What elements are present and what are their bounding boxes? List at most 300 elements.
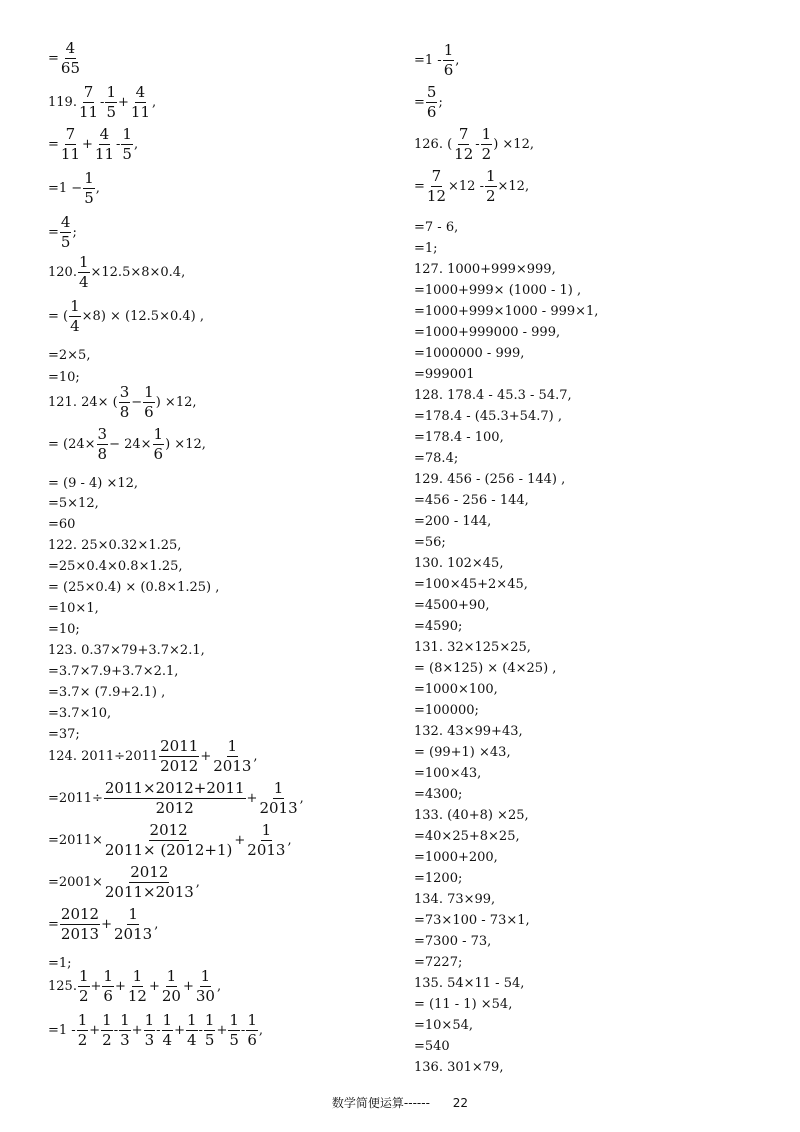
expr-text: − 24× — [109, 436, 152, 452]
expr-text: , — [253, 748, 258, 764]
fraction-denominator: 12 — [426, 187, 446, 205]
expr-text: 120. — [48, 264, 77, 280]
math-line — [48, 426, 206, 463]
math-line — [414, 1018, 473, 1034]
expr-text: 134. 73×99, — [414, 892, 496, 907]
fraction — [60, 40, 81, 77]
fraction-numerator: 1 — [247, 1011, 257, 1029]
expr-text: =10; — [48, 370, 80, 385]
fraction-numerator: 1 — [78, 967, 89, 985]
expr-text: , — [287, 832, 292, 848]
fraction-numerator: 4 — [65, 39, 76, 57]
fraction — [105, 84, 117, 121]
fraction-numerator: 4 — [135, 83, 146, 101]
expr-text: =56; — [414, 535, 446, 550]
expr-text: =78.4; — [414, 451, 459, 466]
math-line — [48, 738, 258, 775]
expr-text: 136. 301×79, — [414, 1060, 504, 1075]
fraction — [481, 126, 493, 163]
expr-text: =1 - — [414, 52, 442, 68]
math-line — [48, 298, 204, 335]
math-line — [414, 955, 462, 971]
math-line — [48, 384, 197, 421]
fraction-denominator: 6 — [247, 1031, 257, 1049]
expr-text: − — [131, 394, 143, 410]
math-line — [414, 913, 530, 929]
fraction — [101, 1012, 113, 1049]
expr-text: + — [234, 832, 246, 848]
math-line — [48, 538, 181, 554]
expr-text: ; — [72, 224, 77, 240]
fraction — [119, 1012, 131, 1049]
expr-text: , — [133, 136, 139, 152]
fraction-numerator: 1 — [103, 967, 113, 985]
math-line — [48, 214, 77, 251]
fraction-denominator: 4 — [78, 273, 89, 291]
fraction-numerator: 3 — [97, 425, 108, 443]
expr-text: =1 - — [48, 1022, 76, 1038]
fraction — [204, 1012, 216, 1049]
expr-text: =40×25+8×25, — [414, 829, 520, 844]
expr-text: =100×43, — [414, 766, 482, 781]
math-line — [414, 430, 504, 446]
fraction-numerator: 5 — [426, 83, 437, 101]
fraction-numerator: 1 — [70, 297, 80, 315]
math-line — [414, 682, 498, 698]
fraction-denominator: 4 — [70, 317, 80, 335]
fraction-numerator: 7 — [431, 167, 442, 185]
math-line — [414, 640, 531, 656]
fraction-numerator: 1 — [102, 1011, 112, 1029]
expr-text: , — [195, 874, 200, 890]
math-line — [48, 601, 99, 617]
fraction — [426, 84, 438, 121]
fraction-numerator: 4 — [99, 125, 110, 143]
fraction — [60, 214, 72, 251]
fraction-denominator: 4 — [186, 1031, 197, 1049]
expr-text: , — [455, 52, 460, 68]
expr-text: = — [48, 916, 59, 932]
expr-text: - — [113, 1022, 119, 1038]
fraction-denominator: 2012 — [155, 799, 194, 817]
expr-text: =7 - 6, — [414, 220, 459, 235]
fraction — [104, 780, 246, 817]
expr-text: , — [95, 180, 100, 196]
fraction-denominator: 2013 — [259, 799, 298, 817]
fraction-denominator: 2 — [78, 987, 89, 1005]
expr-text: ×12.5×8×0.4, — [90, 264, 186, 280]
expr-text: =100×45+2×45, — [414, 577, 528, 592]
expr-text: =2011× — [48, 832, 103, 848]
math-line — [414, 598, 490, 614]
fraction — [78, 84, 99, 121]
math-line — [48, 126, 138, 163]
math-line — [414, 787, 462, 803]
expr-text: - — [240, 1022, 246, 1038]
fraction-denominator: 11 — [78, 103, 99, 121]
fraction-numerator: 2012 — [130, 863, 169, 881]
expr-text: ) ×12, — [155, 394, 197, 410]
fraction — [69, 298, 81, 335]
math-line — [48, 906, 158, 943]
expr-text: =2×5, — [48, 348, 91, 363]
fraction-denominator: 12 — [127, 987, 147, 1005]
math-line — [48, 864, 200, 901]
fraction — [258, 780, 298, 817]
math-line — [414, 745, 511, 761]
fraction — [143, 384, 155, 421]
fraction-numerator: 1 — [144, 383, 154, 401]
expr-text: = — [414, 178, 425, 194]
expr-text: - — [156, 1022, 161, 1038]
expr-text: 129. 456 - (256 - 144) , — [414, 472, 566, 487]
math-line — [414, 892, 495, 908]
expr-text: ) ×12, — [493, 136, 534, 152]
fraction — [83, 170, 95, 207]
fraction-numerator: 1 — [120, 1011, 130, 1029]
fraction — [246, 1012, 258, 1049]
expr-text: , — [216, 978, 222, 994]
expr-text: =60 — [48, 517, 76, 532]
expr-text: =1 − — [48, 180, 83, 196]
math-line — [48, 84, 156, 121]
expr-text: =7300 - 73, — [414, 934, 492, 949]
expr-text: 123. 0.37×79+3.7×2.1, — [48, 643, 205, 658]
fraction-numerator: 1 — [166, 967, 177, 985]
fraction-denominator: 6 — [426, 103, 437, 121]
expr-text: =5×12, — [48, 496, 99, 511]
fraction-denominator: 2 — [77, 1031, 88, 1049]
fraction-numerator: 4 — [60, 213, 71, 231]
math-line — [414, 850, 498, 866]
fraction-numerator: 1 — [200, 967, 211, 985]
fraction-numerator: 2011×2012+2011 — [104, 779, 245, 797]
fraction-denominator: 8 — [119, 403, 130, 421]
expr-text: =1000000 - 999, — [414, 346, 525, 361]
math-line — [48, 348, 90, 364]
math-line — [414, 976, 524, 992]
fraction-denominator: 6 — [443, 61, 454, 79]
expr-text: =456 - 256 - 144, — [414, 493, 529, 508]
expr-text: - — [198, 1022, 203, 1038]
math-line — [414, 661, 556, 677]
fraction — [153, 426, 165, 463]
expr-text: =1000+999×1000 - 999×1, — [414, 304, 599, 319]
expr-text: ×12, — [497, 178, 530, 194]
expr-text: 121. 24× ( — [48, 394, 118, 410]
fraction-denominator: 11 — [60, 145, 80, 163]
math-line — [414, 703, 479, 719]
fraction-numerator: 2012 — [149, 821, 188, 839]
fraction-denominator: 3 — [120, 1031, 130, 1049]
fraction-numerator: 1 — [186, 1011, 197, 1029]
fraction-numerator: 2011 — [160, 737, 199, 755]
expr-text: =2011÷ — [48, 790, 103, 806]
fraction — [78, 968, 90, 1005]
fraction-denominator: 4 — [162, 1031, 173, 1049]
expr-text: + — [118, 94, 129, 110]
expr-text: =178.4 - 100, — [414, 430, 504, 445]
fraction-denominator: 2011× (2012+1) — [104, 841, 233, 859]
math-line — [48, 559, 183, 575]
fraction — [212, 738, 252, 775]
expr-text: =4500+90, — [414, 598, 490, 613]
expr-text: - — [475, 136, 480, 152]
fraction — [130, 84, 151, 121]
expr-text: =3.7× (7.9+2.1) , — [48, 685, 166, 700]
fraction — [78, 254, 90, 291]
math-line — [414, 325, 560, 341]
fraction-numerator: 1 — [443, 41, 454, 59]
expr-text: , — [154, 916, 159, 932]
fraction-denominator: 5 — [229, 1031, 239, 1049]
math-line — [48, 643, 205, 659]
math-line — [414, 766, 481, 782]
math-line — [414, 472, 565, 488]
expr-text: ; — [438, 94, 443, 110]
expr-text: =200 - 144, — [414, 514, 492, 529]
expr-text: + — [90, 978, 102, 994]
fraction — [97, 426, 109, 463]
expr-text: = — [48, 136, 59, 152]
fraction-denominator: 2 — [481, 145, 492, 163]
expr-text: =1; — [48, 956, 72, 971]
expr-text: =540 — [414, 1039, 450, 1054]
fraction — [144, 1012, 156, 1049]
fraction — [443, 42, 455, 79]
math-line — [48, 622, 80, 638]
math-line — [48, 822, 292, 859]
fraction-numerator: 1 — [273, 779, 284, 797]
expr-text: = (99+1) ×43, — [414, 745, 511, 760]
expr-text: = — [48, 50, 59, 66]
fraction-denominator: 65 — [60, 59, 80, 77]
fraction-denominator: 5 — [204, 1031, 215, 1049]
fraction-numerator: 1 — [481, 125, 492, 143]
expr-text: =73×100 - 73×1, — [414, 913, 530, 928]
fraction — [162, 1012, 174, 1049]
fraction-denominator: 2011×2013 — [104, 883, 194, 901]
math-line — [414, 84, 443, 121]
fraction-numerator: 1 — [78, 253, 89, 271]
fraction — [121, 126, 133, 163]
expr-text: , — [258, 1022, 264, 1038]
fraction — [186, 1012, 198, 1049]
fraction-denominator: 6 — [153, 445, 164, 463]
fraction — [485, 168, 497, 205]
fraction-denominator: 5 — [60, 233, 71, 251]
math-line — [414, 388, 572, 404]
math-line — [414, 829, 520, 845]
expr-text: 131. 32×125×25, — [414, 640, 531, 655]
expr-text: 130. 102×45, — [414, 556, 504, 571]
fraction — [102, 968, 114, 1005]
math-line — [48, 580, 219, 596]
expr-text: ) ×12, — [165, 436, 206, 452]
math-line — [414, 346, 524, 362]
math-line — [414, 871, 462, 887]
fraction-denominator: 30 — [195, 987, 215, 1005]
expr-text: 127. 1000+999×999, — [414, 262, 556, 277]
math-line — [414, 535, 446, 551]
fraction-numerator: 7 — [83, 83, 94, 101]
fraction — [104, 864, 195, 901]
math-line — [414, 367, 475, 383]
expr-text: 119. — [48, 94, 77, 110]
math-line — [414, 304, 598, 320]
expr-text: + — [131, 1022, 143, 1038]
math-line — [414, 283, 581, 299]
fraction — [246, 822, 286, 859]
fraction — [453, 126, 474, 163]
expr-text: = (25×0.4) × (0.8×1.25) , — [48, 580, 220, 595]
expr-text: + — [148, 978, 160, 994]
expr-text: 135. 54×11 - 54, — [414, 976, 525, 991]
fraction-numerator: 1 — [162, 1011, 173, 1029]
fraction-denominator: 2013 — [60, 925, 100, 943]
expr-text: + — [200, 748, 212, 764]
math-line — [48, 1012, 263, 1049]
expr-text: =1000+999× (1000 - 1) , — [414, 283, 582, 298]
fraction-numerator: 3 — [119, 383, 130, 401]
expr-text: =2001× — [48, 874, 103, 890]
fraction-numerator: 7 — [65, 125, 76, 143]
fraction-denominator: 8 — [97, 445, 108, 463]
expr-text: =10×54, — [414, 1018, 474, 1033]
fraction-denominator: 2013 — [247, 841, 286, 859]
expr-text: 124. 2011÷2011 — [48, 748, 159, 764]
expr-text: = ( — [48, 308, 69, 324]
fraction-numerator: 1 — [261, 821, 272, 839]
math-line — [414, 514, 491, 530]
fraction-numerator: 1 — [153, 425, 164, 443]
math-line — [48, 170, 100, 207]
fraction — [426, 168, 447, 205]
page-footer — [0, 1094, 800, 1111]
fraction-denominator: 2013 — [114, 925, 153, 943]
expr-text: = — [48, 224, 59, 240]
footer-title: 数学简便运算------ — [331, 1096, 430, 1110]
fraction-numerator: 1 — [77, 1011, 88, 1029]
fraction-numerator: 1 — [106, 83, 116, 101]
expr-text: 128. 178.4 - 45.3 - 54.7, — [414, 388, 572, 403]
math-line — [414, 934, 491, 950]
expr-text: = (9 - 4) ×12, — [48, 476, 139, 491]
expr-text: - — [116, 136, 121, 152]
fraction — [159, 738, 199, 775]
fraction-numerator: 1 — [84, 169, 94, 187]
math-line — [48, 476, 138, 492]
math-line — [414, 556, 503, 572]
expr-text: + — [101, 916, 112, 932]
expr-text: =3.7×10, — [48, 706, 112, 721]
math-line — [414, 1039, 450, 1055]
expr-text: 132. 43×99+43, — [414, 724, 523, 739]
expr-text: =3.7×7.9+3.7×2.1, — [48, 664, 179, 679]
expr-text: =1000×100, — [414, 682, 498, 697]
fraction-denominator: 3 — [144, 1031, 155, 1049]
fraction — [195, 968, 216, 1005]
math-line — [48, 496, 99, 512]
fraction-numerator: 1 — [227, 737, 238, 755]
math-line — [48, 254, 185, 291]
expr-text: =10×1, — [48, 601, 99, 616]
math-line — [48, 40, 82, 77]
expr-text: =4590; — [414, 619, 463, 634]
expr-text: + — [182, 978, 194, 994]
fraction — [104, 822, 234, 859]
expr-text: =4300; — [414, 787, 463, 802]
math-line — [414, 451, 458, 467]
fraction — [60, 126, 81, 163]
page-number: 22 — [452, 1096, 469, 1110]
fraction — [161, 968, 182, 1005]
expr-text: = (8×125) × (4×25) , — [414, 661, 557, 676]
expr-text: 122. 25×0.32×1.25, — [48, 538, 182, 553]
math-line — [414, 262, 556, 278]
expr-text: =1000+200, — [414, 850, 498, 865]
expr-text: =1200; — [414, 871, 463, 886]
fraction-denominator: 11 — [130, 103, 150, 121]
math-line — [414, 577, 528, 593]
expr-text: + — [246, 790, 258, 806]
expr-text: + — [216, 1022, 228, 1038]
math-line — [414, 168, 529, 205]
math-line — [414, 241, 438, 257]
math-line — [48, 968, 221, 1005]
expr-text: - — [100, 94, 105, 110]
fraction-denominator: 2012 — [160, 757, 199, 775]
fraction-numerator: 1 — [229, 1011, 239, 1029]
fraction-denominator: 2 — [485, 187, 496, 205]
fraction-denominator: 6 — [103, 987, 113, 1005]
math-line — [414, 619, 462, 635]
fraction — [77, 1012, 89, 1049]
fraction-numerator: 1 — [485, 167, 496, 185]
expr-text: =25×0.4×0.8×1.25, — [48, 559, 183, 574]
expr-text: = (24× — [48, 436, 96, 452]
expr-text: =7227; — [414, 955, 463, 970]
math-line — [414, 126, 534, 163]
fraction-numerator: 2012 — [60, 905, 100, 923]
fraction-denominator: 2013 — [213, 757, 252, 775]
expr-text: =37; — [48, 727, 80, 742]
math-line — [48, 685, 165, 701]
fraction-numerator: 1 — [132, 967, 143, 985]
math-line — [414, 409, 562, 425]
fraction — [60, 906, 100, 943]
expr-text: = (11 - 1) ×54, — [414, 997, 513, 1012]
math-line — [414, 42, 459, 79]
math-line — [48, 664, 178, 680]
fraction-denominator: 5 — [106, 103, 116, 121]
fraction-denominator: 12 — [454, 145, 474, 163]
fraction-numerator: 1 — [122, 125, 132, 143]
expr-text: + — [114, 978, 126, 994]
expr-text: , — [299, 790, 304, 806]
expr-text: ×12 - — [448, 178, 484, 194]
expr-text: =999001 — [414, 367, 475, 382]
fraction-denominator: 11 — [94, 145, 114, 163]
expr-text: =178.4 - (45.3+54.7) , — [414, 409, 562, 424]
math-line — [48, 517, 75, 533]
expr-text: + — [89, 1022, 101, 1038]
fraction — [94, 126, 115, 163]
math-line — [414, 724, 523, 740]
expr-text: + — [82, 136, 93, 152]
expr-text: =100000; — [414, 703, 479, 718]
fraction-denominator: 20 — [161, 987, 181, 1005]
